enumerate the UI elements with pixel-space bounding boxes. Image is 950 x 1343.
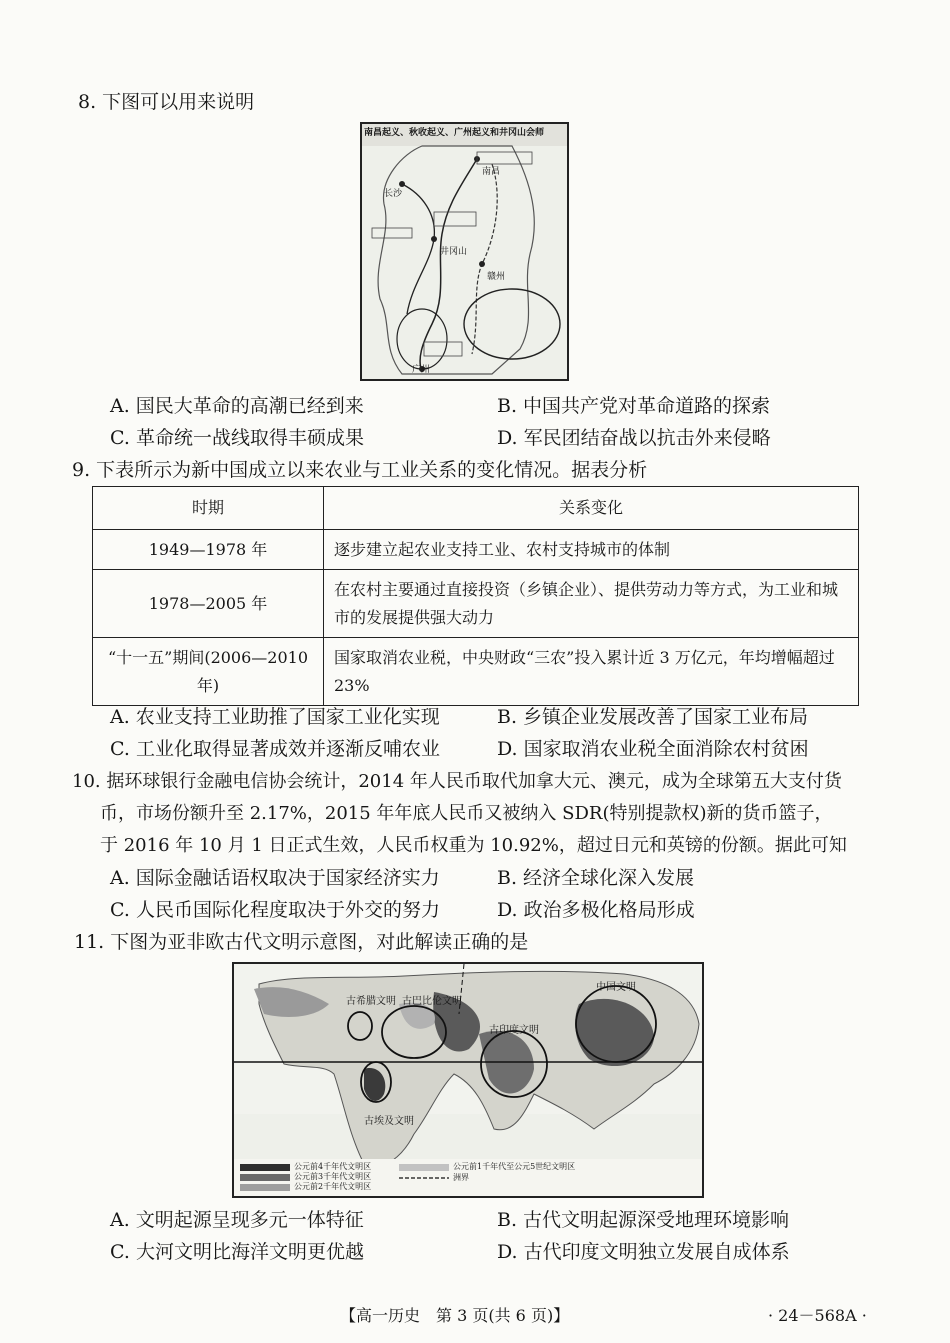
q8-map-label-ganzhou: 赣州 <box>487 272 506 282</box>
q10-line-1: 10. 据环球银行金融电信协会统计，2014 年人民币取代加拿大元、澳元，成为全球第五大支付货 <box>72 771 842 792</box>
q8-option-b[interactable]: B. 中国共产党对革命道路的探索 <box>497 395 771 417</box>
q8-map-label-guangzhou: 广州 <box>412 365 431 375</box>
q11-legend-item: 公元前2千年代文明区 <box>294 1182 372 1191</box>
q11-stem: 11. 下图为亚非欧古代文明示意图，对此解读正确的是 <box>74 931 529 953</box>
table-cell-change: 在农村主要通过直接投资（乡镇企业）、提供劳动力等方式，为工业和城市的发展提供强大动力 <box>324 570 859 638</box>
q11-map <box>232 962 704 1198</box>
q9-option-c[interactable]: C. 工业化取得显著成效并逐渐反哺农业 <box>110 738 440 760</box>
q10-option-b[interactable]: B. 经济全球化深入发展 <box>497 867 695 889</box>
q8-map-label-changsha: 长沙 <box>384 189 403 199</box>
q9-table <box>92 486 859 706</box>
q11-legend-item: 公元前4千年代文明区 <box>294 1162 372 1171</box>
table-cell-change: 逐步建立起农业支持工业、农村支持城市的体制 <box>324 530 859 570</box>
table-cell-change: 国家取消农业税，中央财政“三农”投入累计近 3 万亿元，年均增幅超过 23% <box>324 638 859 706</box>
table-row <box>93 570 859 638</box>
q8-map-title: 南昌起义、秋收起义、广州起义和井冈山会师 <box>364 128 545 138</box>
q8-map-label-jinggangshan: 井冈山 <box>440 247 468 257</box>
table-header-change: 关系变化 <box>324 487 859 530</box>
q10-line-2: 币，市场份额升至 2.17%，2015 年年底人民币又被纳入 SDR(特别提款权)新的货币篮子， <box>100 803 833 824</box>
q11-map-label-china: 中国文明 <box>596 982 636 993</box>
q9-stem: 9. 下表所示为新中国成立以来农业与工业关系的变化情况。据表分析 <box>72 459 648 481</box>
q11-option-a[interactable]: A. 文明起源呈现多元一体特征 <box>110 1209 364 1231</box>
q11-map-label-greek: 古希腊文明 <box>346 996 396 1007</box>
q10-option-d[interactable]: D. 政治多极化格局形成 <box>497 899 695 921</box>
q9-option-d[interactable]: D. 国家取消农业税全面消除农村贫困 <box>497 738 809 760</box>
table-cell-period: “十一五”期间(2006—2010 年) <box>93 638 324 706</box>
q10-line-3: 于 2016 年 10 月 1 日正式生效，人民币权重为 10.92%，超过日元和英镑的份额。据此可知 <box>100 835 847 856</box>
page-footer: 【高一历史 第 3 页(共 6 页)】 <box>340 1306 570 1325</box>
q8-stem: 8. 下图可以用来说明 <box>78 91 255 113</box>
table-row <box>93 638 859 706</box>
q9-option-a[interactable]: A. 农业支持工业助推了国家工业化实现 <box>110 706 440 728</box>
q11-option-c[interactable]: C. 大河文明比海洋文明更优越 <box>110 1241 364 1263</box>
table-header-period: 时期 <box>93 487 324 530</box>
q10-option-a[interactable]: A. 国际金融话语权取决于国家经济实力 <box>110 867 440 889</box>
q11-legend-item: 公元前3千年代文明区 <box>294 1172 372 1181</box>
q11-option-d[interactable]: D. 古代印度文明独立发展自成体系 <box>497 1241 790 1263</box>
page-code: · 24－568A · <box>768 1306 867 1325</box>
q11-legend-item: 公元前1千年代至公元5世纪文明区 <box>453 1162 576 1171</box>
q10-option-c[interactable]: C. 人民币国际化程度取决于外交的努力 <box>110 899 440 921</box>
q11-map-label-egypt: 古埃及文明 <box>364 1116 414 1127</box>
q8-map-label-nanchang: 南昌 <box>482 167 501 177</box>
q8-option-a[interactable]: A. 国民大革命的高潮已经到来 <box>110 395 364 417</box>
q9-option-b[interactable]: B. 乡镇企业发展改善了国家工业布局 <box>497 706 809 728</box>
table-header-row <box>93 487 859 530</box>
q11-legend-item: 洲界 <box>453 1173 469 1182</box>
q8-map <box>360 122 569 381</box>
q11-option-b[interactable]: B. 古代文明起源深受地理环境影响 <box>497 1209 790 1231</box>
table-cell-period: 1949—1978 年 <box>93 530 324 570</box>
q11-map-label-babylon: 古巴比伦文明 <box>402 996 462 1007</box>
q8-option-c[interactable]: C. 革命统一战线取得丰硕成果 <box>110 427 364 449</box>
table-cell-period: 1978—2005 年 <box>93 570 324 638</box>
table-row <box>93 530 859 570</box>
q8-option-d[interactable]: D. 军民团结奋战以抗击外来侵略 <box>497 427 771 449</box>
q11-map-label-india: 古印度文明 <box>489 1025 539 1036</box>
